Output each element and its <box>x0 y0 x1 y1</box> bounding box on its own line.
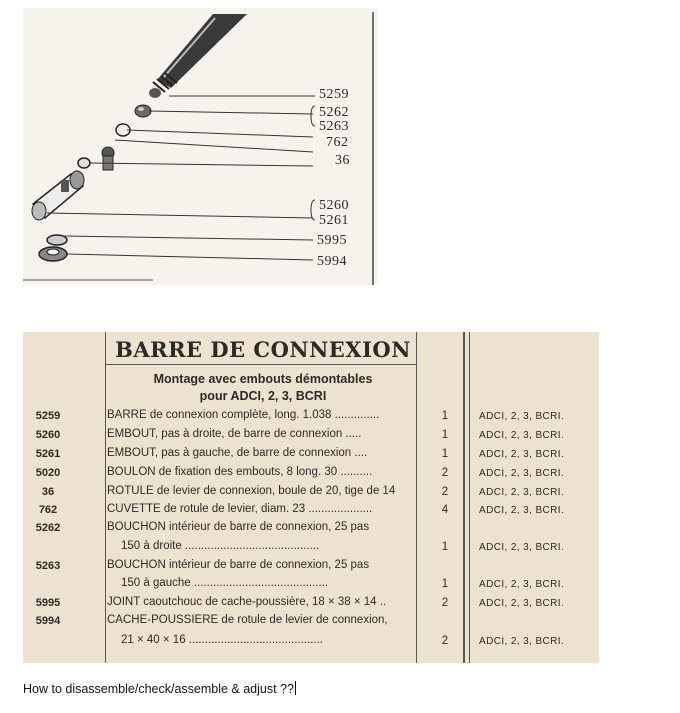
table-row <box>23 539 599 557</box>
part-ref: 5262 <box>35 522 61 534</box>
part-application: ADCI, 2, 3, BCRI. <box>479 579 565 590</box>
part-ref: 5020 <box>35 467 61 479</box>
part-quantity: 1 <box>441 429 449 441</box>
title-underline <box>105 364 416 365</box>
part-description-continued: 150 à gauche .......................................... <box>121 577 329 589</box>
dust-cap-part <box>39 247 67 261</box>
question-text[interactable] <box>23 681 296 696</box>
part-application: ADCI, 2, 3, BCRI. <box>479 411 565 422</box>
plug-part <box>135 105 151 117</box>
part-application: ADCI, 2, 3, BCRI. <box>479 449 565 460</box>
part-description: EMBOUT, pas à gauche, de barre de connexion .... <box>107 447 368 459</box>
table-row <box>23 446 599 464</box>
table-row <box>23 427 599 445</box>
part-description-continued: 21 × 40 × 16 .......................................... <box>121 634 323 646</box>
part-ref: 5260 <box>35 429 61 441</box>
table-row <box>23 465 599 483</box>
part-description: CUVETTE de rotule de levier, diam. 23 .................... <box>107 503 373 515</box>
callout-36: 36 <box>335 153 350 168</box>
table-row <box>23 576 599 594</box>
table-row <box>23 595 599 613</box>
table-title: BARRE DE CONNEXION <box>115 337 411 362</box>
table-subtitle: Montage avec embouts démontables <box>153 372 373 386</box>
leader-lines <box>47 96 315 260</box>
table-subtitle: pour ADCI, 2, 3, BCRI <box>199 389 327 403</box>
part-description: EMBOUT, pas à droite, de barre de connexion ..... <box>107 428 362 440</box>
text-caret <box>295 681 296 695</box>
part-description: CACHE-POUSSIERE de rotule de levier de connexion, <box>107 614 388 626</box>
ball-joint-part <box>78 147 114 170</box>
part-description: BARRE de connexion complète, long. 1.038 .............. <box>107 409 380 421</box>
part-ref: 5259 <box>35 410 61 422</box>
part-ref: 5995 <box>35 597 61 609</box>
callout-5995: 5995 <box>317 233 347 248</box>
tie-rod-part <box>149 14 247 98</box>
callout-5261: 5261 <box>319 213 349 228</box>
callout-5994: 5994 <box>317 254 347 269</box>
table-row <box>23 633 599 651</box>
part-quantity: 1 <box>441 541 449 553</box>
part-ref: 762 <box>38 504 58 516</box>
part-quantity: 4 <box>441 504 449 516</box>
part-application: ADCI, 2, 3, BCRI. <box>479 636 565 647</box>
part-description: BOUCHON intérieur de barre de connexion, 25 pas <box>107 521 370 533</box>
part-description-continued: 150 à droite .......................................... <box>121 540 320 552</box>
parts-table <box>23 332 599 663</box>
part-application: ADCI, 2, 3, BCRI. <box>479 505 565 516</box>
part-description: JOINT caoutchouc de cache-poussière, 18 × 38 × 14 .. <box>107 596 387 608</box>
part-quantity: 1 <box>441 410 449 422</box>
part-description: BOULON de fixation des embouts, 8 long. 30 .......... <box>107 466 373 478</box>
part-quantity: 2 <box>441 486 449 498</box>
part-application: ADCI, 2, 3, BCRI. <box>479 598 565 609</box>
table-row <box>23 520 599 538</box>
callout-762: 762 <box>326 135 349 150</box>
part-application: ADCI, 2, 3, BCRI. <box>479 468 565 479</box>
part-quantity: 2 <box>441 597 449 609</box>
part-description: ROTULE de levier de connexion, boule de 20, tige de 14 <box>107 485 396 497</box>
part-ref: 5261 <box>35 448 61 460</box>
part-quantity: 2 <box>441 467 449 479</box>
part-ref: 5263 <box>35 560 61 572</box>
callout-5262: 5262 <box>319 105 349 120</box>
part-quantity: 2 <box>441 635 449 647</box>
part-application: ADCI, 2, 3, BCRI. <box>479 487 565 498</box>
part-ref: 36 <box>41 486 55 498</box>
callout-5259: 5259 <box>319 87 349 102</box>
part-application: ADCI, 2, 3, BCRI. <box>479 430 565 441</box>
table-row <box>23 484 599 502</box>
table-row <box>23 502 599 520</box>
callout-5263: 5263 <box>319 119 349 134</box>
part-description: BOUCHON intérieur de barre de connexion, 25 pas <box>107 559 370 571</box>
end-piece-part <box>32 171 84 220</box>
part-quantity: 1 <box>441 448 449 460</box>
table-row <box>23 613 599 631</box>
table-row <box>23 558 599 576</box>
part-ref: 5994 <box>35 615 61 627</box>
question-text-content: How to disassemble/check/assemble & adjust ?? <box>23 682 294 696</box>
exploded-parts-diagram <box>23 8 378 285</box>
callout-5260: 5260 <box>319 198 349 213</box>
part-application: ADCI, 2, 3, BCRI. <box>479 542 565 553</box>
part-quantity: 1 <box>441 578 449 590</box>
table-row <box>23 408 599 426</box>
